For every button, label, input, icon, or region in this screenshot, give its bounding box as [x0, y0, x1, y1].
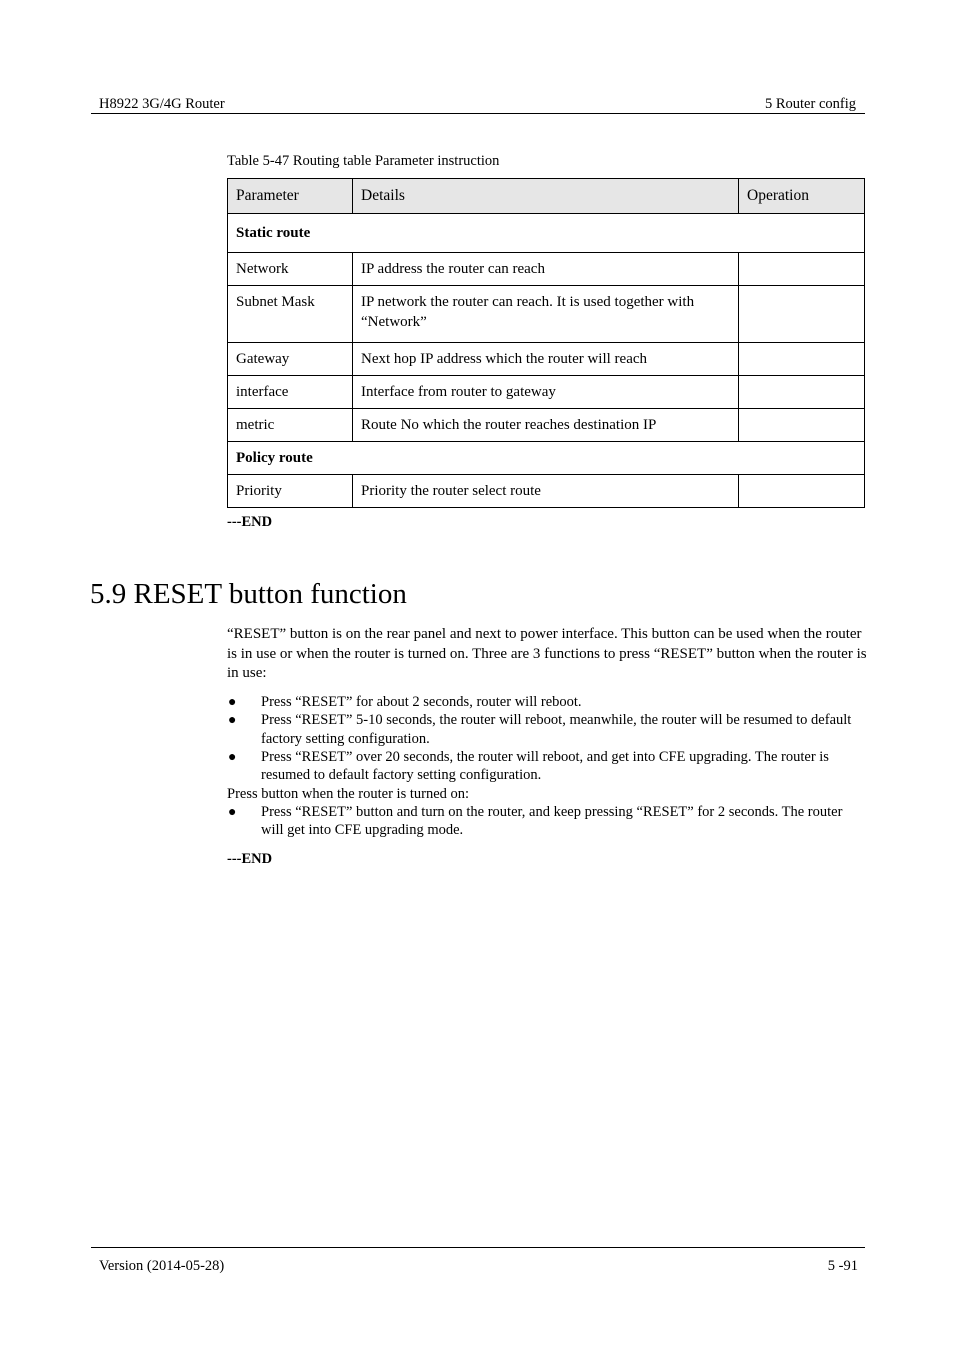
cell-details: Priority the router select route	[353, 475, 739, 508]
section-intro-paragraph: “RESET” button is on the rear panel and next to power interface. This button can be used when the router is in use or when the router is turned on. Three are 3 functions to press “RESET” button when the router is in use:	[227, 626, 867, 681]
cell-details: Next hop IP address which the router will reach	[353, 343, 739, 376]
header-doc-title: H8922 3G/4G Router	[99, 96, 225, 112]
table-row	[228, 253, 865, 286]
bullet-icon: ●	[228, 805, 237, 820]
list-item-text: Press “RESET” 5-10 seconds, the router will reboot, meanwhile, the router will be resumed to default factory setting configuration.	[261, 712, 852, 747]
cell-operation	[739, 409, 865, 442]
list-item	[227, 748, 867, 785]
footer-version: Version (2014-05-28)	[99, 1258, 225, 1274]
cell-parameter: metric	[228, 409, 353, 442]
cell-operation	[739, 286, 865, 343]
list-item-text: Press “RESET” over 20 seconds, the router will reboot, and get into CFE upgrading. The router is resumed to default factory setting configuration.	[261, 748, 829, 784]
cell-parameter: interface	[228, 376, 353, 409]
list-item-text: Press “RESET” for about 2 seconds, router will reboot.	[261, 694, 582, 710]
bullet-icon: ●	[228, 695, 237, 710]
turned-on-bullet-list	[227, 803, 867, 840]
table-row	[228, 286, 865, 343]
list-item	[227, 693, 867, 711]
column-header-details: Details	[353, 179, 739, 214]
column-header-parameter: Parameter	[228, 179, 353, 214]
footer-page-number: 5 -91	[827, 1258, 858, 1274]
table-row	[228, 376, 865, 409]
section-title: Static route	[228, 214, 865, 253]
table-row	[228, 409, 865, 442]
cell-parameter: Subnet Mask	[228, 286, 353, 343]
list-item	[227, 803, 867, 840]
header-rule	[91, 113, 865, 114]
cell-parameter: Network	[228, 253, 353, 286]
cell-parameter: Priority	[228, 475, 353, 508]
cell-details: Interface from router to gateway	[353, 376, 739, 409]
column-header-operation: Operation	[739, 179, 865, 214]
header-chapter: 5 Router config	[764, 96, 856, 112]
routing-parameter-table	[227, 178, 865, 508]
table-row	[228, 475, 865, 508]
footer-rule	[91, 1247, 865, 1248]
cell-details: IP network the router can reach. It is used together with “Network”	[353, 286, 739, 343]
table-header-row	[228, 179, 865, 214]
in-use-bullet-list	[227, 693, 867, 784]
section-row-policy-route	[228, 442, 865, 475]
bullet-icon: ●	[228, 749, 237, 765]
cell-operation	[739, 343, 865, 376]
cell-operation	[739, 253, 865, 286]
cell-operation	[739, 376, 865, 409]
list-item-text: Press “RESET” button and turn on the router, and keep pressing “RESET” for 2 seconds. The router will get into CFE upgrading mode.	[261, 804, 843, 839]
section-end-marker: ---END	[227, 851, 273, 867]
table-caption: Table 5-47 Routing table Parameter instruction	[227, 153, 500, 169]
list-item	[227, 711, 867, 748]
bullet-icon: ●	[228, 713, 237, 729]
cell-operation	[739, 475, 865, 508]
table-row	[228, 343, 865, 376]
section-row-static-route	[228, 214, 865, 253]
section-heading: 5.9 RESET button function	[90, 578, 407, 610]
cell-parameter: Gateway	[228, 343, 353, 376]
cell-details: IP address the router can reach	[353, 253, 739, 286]
cell-details: Route No which the router reaches destination IP	[353, 409, 739, 442]
turned-on-label: Press button when the router is turned on:	[227, 786, 470, 802]
table-end-marker: ---END	[227, 514, 273, 530]
section-title: Policy route	[228, 442, 865, 475]
